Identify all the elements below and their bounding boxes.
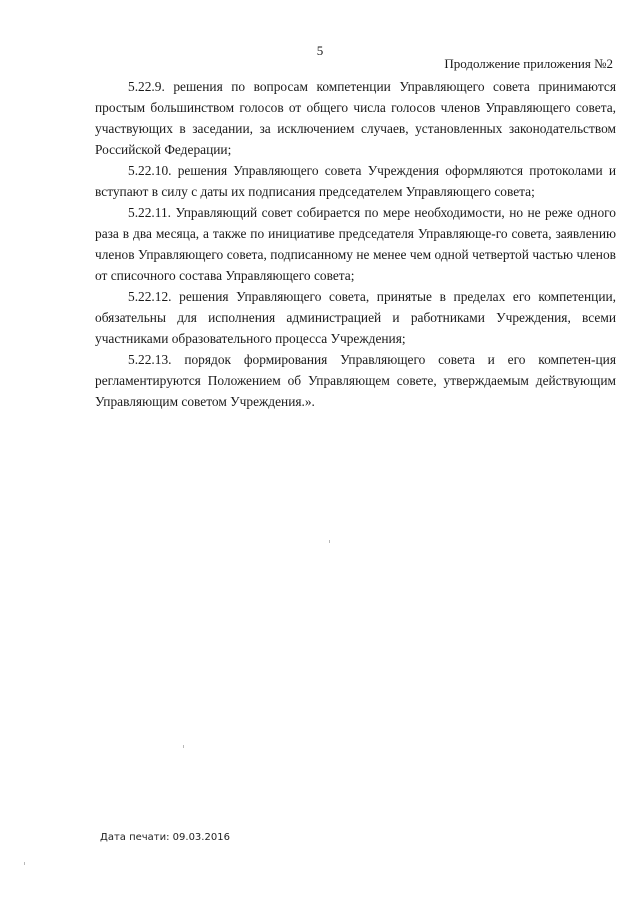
clause-5-22-12: 5.22.12. решения Управляющего совета, принятые в пределах его компетенции, обязательны для исполнения администрацией и работниками Учреждения, всеми участниками образовательного процесса Учреждения;: [95, 289, 616, 346]
clause-5-22-9: 5.22.9. решения по вопросам компетенции Управляющего совета принимаются простым большинством голосов от общего числа голосов членов Управляющего совета, участвующих в заседании, за исключением случаев, установленных законодательством Российской Федерации;: [95, 79, 616, 157]
page-number: 5: [316, 43, 324, 58]
document-body: [95, 76, 616, 412]
scan-speck: [329, 540, 330, 543]
clause-5-22-11: 5.22.11. Управляющий совет собирается по мере необходимости, но не реже одного раза в два месяца, а также по инициативе председателя Управляюще-го совета, заявлению членов Управляющего совета, подписанному не менее чем одной четвертой частью членов от списочного состава Управляющего совета;: [95, 205, 616, 283]
clause-5-22-10: 5.22.10. решения Управляющего совета Учреждения оформляются протоколами и вступают в силу с даты их подписания председателем Управляющего совета;: [95, 163, 616, 199]
appendix-continuation-note: Продолжение приложения №2: [444, 56, 613, 71]
scan-speck: [183, 745, 184, 748]
scan-speck: [24, 862, 25, 865]
print-date: Дата печати: 09.03.2016: [100, 832, 230, 843]
clause-5-22-13: 5.22.13. порядок формирования Управляющего совета и его компетен-ция регламентируются Положением об Управляющем совете, утверждаемым действующим Управляющим советом Учреждения.».: [95, 352, 616, 409]
